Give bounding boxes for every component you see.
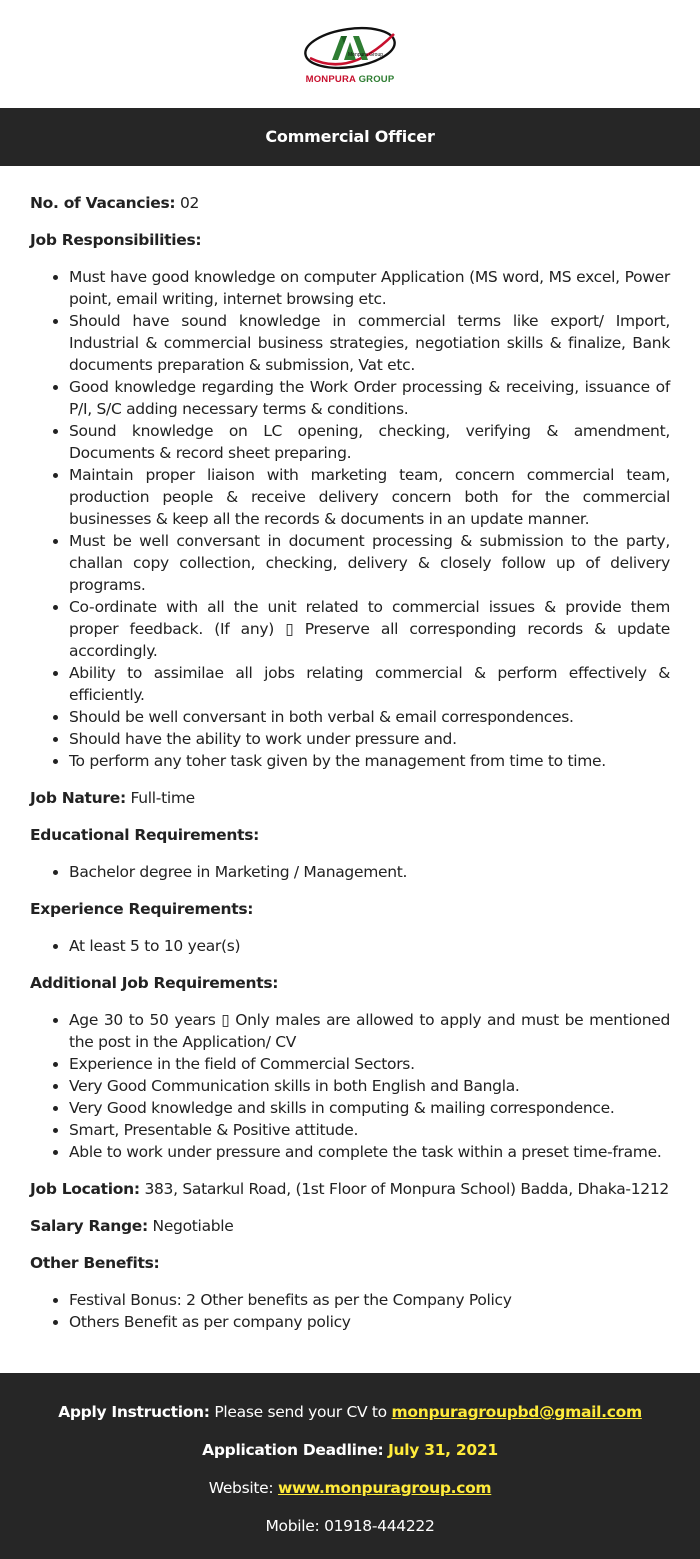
list-item: • Should have the ability to work under pressure and.: [69, 728, 670, 750]
list-item: • Smart, Presentable & Positive attitude.: [69, 1119, 670, 1141]
job-title: Commercial Officer: [265, 127, 435, 146]
list-item: • Must be well conversant in document processing & submission to the party, challan copy collection, checking, delivery & closely follow up of delivery programs.: [69, 530, 670, 596]
job-nature-line: [30, 787, 670, 809]
apply-footer: [0, 1373, 700, 1559]
list-item: • Good knowledge regarding the Work Order processing & receiving, issuance of P/I, S/C adding necessary terms & conditions.: [69, 376, 670, 420]
education-heading: Educational Requirements:: [30, 826, 260, 844]
apply-text: Please send your CV to: [214, 1403, 387, 1421]
deadline-label: Application Deadline:: [202, 1441, 384, 1459]
mobile-value: 01918-444222: [324, 1517, 435, 1535]
mobile-line: [0, 1507, 700, 1545]
list-item: • Maintain proper liaison with marketing team, concern commercial team, production people & receive delivery concern both for the commercial businesses & keep all the records & documents in an update manner.: [69, 464, 670, 530]
location-label: Job Location:: [30, 1180, 140, 1198]
logo-tagline: Monpura Group: [348, 52, 384, 58]
list-item: • Should be well conversant in both verbal & email correspondences.: [69, 706, 670, 728]
list-item: • Must have good knowledge on computer Application (MS word, MS excel, Power point, email writing, internet browsing etc.: [69, 266, 670, 310]
logo-mark-icon: [300, 22, 400, 74]
list-item: • At least 5 to 10 year(s): [69, 935, 670, 957]
list-item: • Co-ordinate with all the unit related to commercial issues & provide them proper feedback. (If any) ▯ Preserve all corresponding records & update accordingly.: [69, 596, 670, 662]
location-line: [30, 1178, 670, 1200]
additional-heading: Additional Job Requirements:: [30, 974, 279, 992]
responsibilities-heading: Job Responsibilities:: [30, 231, 202, 249]
experience-list: [30, 935, 670, 957]
logo-wordmark: MONPURA GROUP: [305, 74, 395, 85]
list-item: • Others Benefit as per company policy: [69, 1311, 670, 1333]
job-details: [0, 166, 700, 1333]
location-value: 383, Satarkul Road, (1st Floor of Monpura School) Badda, Dhaka-1212: [144, 1180, 669, 1198]
vacancies-line: [30, 192, 670, 214]
job-nature-label: Job Nature:: [30, 789, 126, 807]
list-item: • Experience in the field of Commercial Sectors.: [69, 1053, 670, 1075]
benefits-list: [30, 1289, 670, 1333]
mobile-label: Mobile:: [265, 1517, 320, 1535]
apply-email-link[interactable]: monpuragroupbd@gmail.com: [391, 1403, 642, 1421]
list-item: • Ability to assimilae all jobs relating commercial & perform effectively & efficiently.: [69, 662, 670, 706]
list-item: • Age 30 to 50 years ▯ Only males are allowed to apply and must be mentioned the post in the Application/ CV: [69, 1009, 670, 1053]
list-item: • Sound knowledge on LC opening, checking, verifying & amendment, Documents & record sheet preparing.: [69, 420, 670, 464]
salary-line: [30, 1215, 670, 1237]
list-item: • To perform any toher task given by the management from time to time.: [69, 750, 670, 772]
vacancies-value: 02: [179, 194, 200, 212]
experience-heading: Experience Requirements:: [30, 900, 254, 918]
website-link[interactable]: www.monpuragroup.com: [277, 1479, 492, 1497]
website-label: Website:: [208, 1479, 274, 1497]
salary-label: Salary Range:: [30, 1217, 148, 1235]
monpura-logo-icon: [300, 22, 400, 88]
additional-list: [30, 1009, 670, 1163]
deadline-value: July 31, 2021: [388, 1441, 498, 1459]
list-item: • Bachelor degree in Marketing / Management.: [69, 861, 670, 883]
website-line: [0, 1469, 700, 1507]
apply-instruction: [0, 1393, 700, 1431]
apply-label: Apply Instruction:: [58, 1403, 210, 1421]
vacancies-label: No. of Vacancies:: [30, 194, 176, 212]
education-list: [30, 861, 670, 883]
job-nature-value: Full-time: [130, 789, 195, 807]
responsibilities-list: [30, 266, 670, 772]
list-item: • Should have sound knowledge in commercial terms like export/ Import, Industrial & commercial business strategies, negotiation skills & finalize, Bank documents preparation & submission, Vat etc.: [69, 310, 670, 376]
job-title-bar: [0, 108, 700, 166]
logo-area: [0, 0, 700, 108]
deadline-line: [0, 1431, 700, 1469]
list-item: • Festival Bonus: 2 Other benefits as per the Company Policy: [69, 1289, 670, 1311]
list-item: • Very Good Communication skills in both English and Bangla.: [69, 1075, 670, 1097]
salary-value: Negotiable: [152, 1217, 234, 1235]
list-item: • Able to work under pressure and complete the task within a preset time-frame.: [69, 1141, 670, 1163]
list-item: • Very Good knowledge and skills in computing & mailing correspondence.: [69, 1097, 670, 1119]
benefits-heading: Other Benefits:: [30, 1254, 160, 1272]
